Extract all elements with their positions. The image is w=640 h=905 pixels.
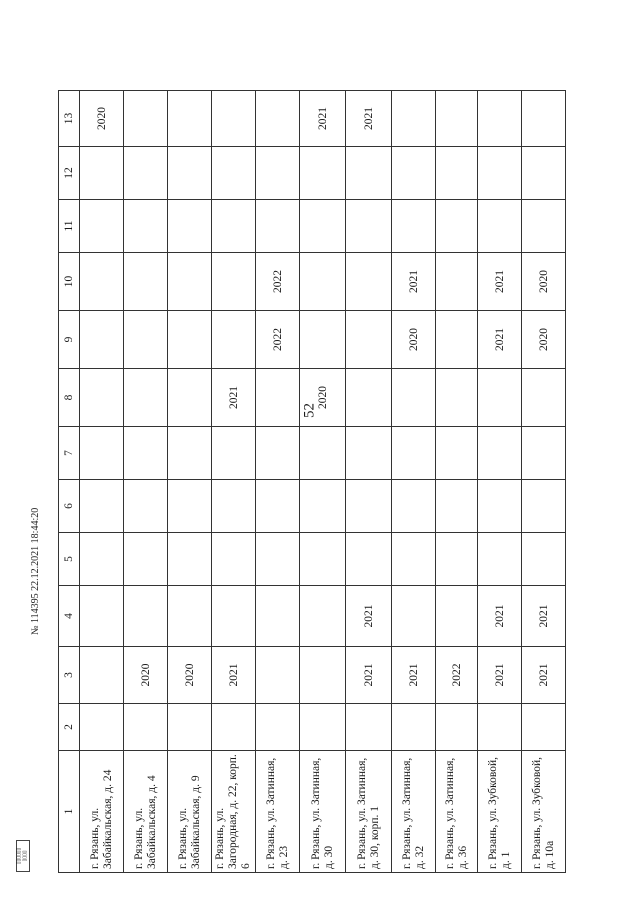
column-header-13: 13 (59, 91, 80, 147)
year-cell (80, 647, 124, 704)
year-cell (478, 704, 522, 751)
year-cell (256, 369, 300, 427)
column-header-10: 10 (59, 253, 80, 311)
year-cell (256, 200, 300, 253)
year-cell (124, 480, 168, 533)
year-cell (80, 533, 124, 586)
year-cell: 2021 (478, 311, 522, 369)
year-cell: 2021 (478, 647, 522, 704)
year-cell (168, 147, 212, 200)
year-cell: 2020 (80, 91, 124, 147)
table-row (522, 91, 566, 873)
year-cell (436, 311, 478, 369)
doc-registration-stamp: № 114395 22.12.2021 18:44:20 (30, 507, 41, 635)
year-cell (478, 427, 522, 480)
year-cell (168, 253, 212, 311)
address-cell: г. Рязань, ул. Зубковой, д. 1 (478, 751, 522, 873)
address-cell: г. Рязань, ул. Затинная, д. 30, корп. 1 (346, 751, 392, 873)
year-cell (392, 586, 436, 647)
year-cell (168, 311, 212, 369)
year-cell (124, 147, 168, 200)
year-cell (212, 147, 256, 200)
header-row (59, 91, 80, 873)
year-cell (478, 480, 522, 533)
year-cell (256, 533, 300, 586)
address-cell: г. Рязань, ул. Загородная, д. 22, корп. 6 (212, 751, 256, 873)
column-header-6: 6 (59, 480, 80, 533)
year-cell (300, 253, 346, 311)
year-cell: 2021 (212, 369, 256, 427)
year-cell (436, 533, 478, 586)
year-cell: 2021 (392, 647, 436, 704)
year-cell: 2020 (522, 311, 566, 369)
year-cell: 2022 (256, 253, 300, 311)
column-header-3: 3 (59, 647, 80, 704)
year-cell (300, 704, 346, 751)
table-row (256, 91, 300, 873)
year-cell (522, 91, 566, 147)
year-cell (124, 200, 168, 253)
year-cell (522, 704, 566, 751)
year-cell (212, 427, 256, 480)
column-header-9: 9 (59, 311, 80, 369)
year-cell (212, 91, 256, 147)
page-number: 52 (301, 403, 318, 418)
year-cell (522, 147, 566, 200)
year-cell (212, 253, 256, 311)
year-cell (168, 369, 212, 427)
year-cell (436, 253, 478, 311)
year-cell (212, 311, 256, 369)
year-cell (478, 533, 522, 586)
year-cell (212, 704, 256, 751)
year-cell (256, 147, 300, 200)
year-cell: 2021 (346, 91, 392, 147)
address-cell: г. Рязань, ул. Зубковой, д. 10а (522, 751, 566, 873)
year-cell: 2020 (522, 253, 566, 311)
year-cell (256, 480, 300, 533)
year-cell (124, 704, 168, 751)
year-cell (300, 311, 346, 369)
year-cell (392, 369, 436, 427)
year-cell (168, 480, 212, 533)
year-cell (436, 704, 478, 751)
year-cell (392, 427, 436, 480)
year-cell (80, 147, 124, 200)
year-cell (212, 480, 256, 533)
year-cell: 2021 (212, 647, 256, 704)
year-cell (80, 200, 124, 253)
column-header-11: 11 (59, 200, 80, 253)
address-cell: г. Рязань, ул. Затинная, д. 30 (300, 751, 346, 873)
year-cell: 2020 (168, 647, 212, 704)
year-cell (300, 533, 346, 586)
year-cell: 2022 (256, 311, 300, 369)
year-cell (522, 533, 566, 586)
year-cell (436, 586, 478, 647)
year-cell (168, 704, 212, 751)
year-cell (300, 147, 346, 200)
year-cell: 2021 (346, 647, 392, 704)
schedule-table (58, 90, 566, 873)
year-cell (124, 369, 168, 427)
table-row (212, 91, 256, 873)
year-cell (346, 147, 392, 200)
year-cell (124, 91, 168, 147)
year-cell (346, 480, 392, 533)
table-row (300, 91, 346, 873)
year-cell (436, 480, 478, 533)
column-header-2: 2 (59, 704, 80, 751)
year-cell (346, 253, 392, 311)
address-cell: г. Рязань, ул. Забайкальская, д. 24 (80, 751, 124, 873)
year-cell (124, 533, 168, 586)
year-cell: 2021 (478, 586, 522, 647)
year-cell (80, 704, 124, 751)
year-cell (346, 533, 392, 586)
year-cell: 2021 (522, 647, 566, 704)
year-cell (478, 200, 522, 253)
year-cell: 2021 (478, 253, 522, 311)
column-header-12: 12 (59, 147, 80, 200)
table-row (168, 91, 212, 873)
year-cell (392, 704, 436, 751)
address-cell: г. Рязань, ул. Затинная, д. 32 (392, 751, 436, 873)
year-cell (256, 586, 300, 647)
year-cell (124, 253, 168, 311)
year-cell: 2021 (522, 586, 566, 647)
column-header-5: 5 (59, 533, 80, 586)
column-header-4: 4 (59, 586, 80, 647)
year-cell (522, 480, 566, 533)
year-cell (478, 91, 522, 147)
year-cell (80, 586, 124, 647)
year-cell (256, 91, 300, 147)
year-cell: 2021 (392, 253, 436, 311)
address-cell: г. Рязань, ул. Забайкальская, д. 4 (124, 751, 168, 873)
table-row (346, 91, 392, 873)
year-cell: 2021 (300, 91, 346, 147)
year-cell (522, 369, 566, 427)
year-cell (392, 533, 436, 586)
year-cell (436, 369, 478, 427)
column-header-8: 8 (59, 369, 80, 427)
year-cell (124, 311, 168, 369)
year-cell (346, 311, 392, 369)
year-cell (346, 369, 392, 427)
table-row (392, 91, 436, 873)
year-cell (168, 427, 212, 480)
table-row (80, 91, 124, 873)
year-cell (212, 586, 256, 647)
year-cell (300, 586, 346, 647)
year-cell (392, 147, 436, 200)
year-cell (392, 200, 436, 253)
column-header-7: 7 (59, 427, 80, 480)
year-cell (346, 200, 392, 253)
year-cell (346, 704, 392, 751)
year-cell (436, 147, 478, 200)
year-cell (436, 427, 478, 480)
year-cell: 2022 (436, 647, 478, 704)
year-cell (124, 586, 168, 647)
address-cell: г. Рязань, ул. Забайкальская, д. 9 (168, 751, 212, 873)
year-cell (478, 369, 522, 427)
year-cell (256, 704, 300, 751)
year-cell: 2021 (346, 586, 392, 647)
year-cell (80, 311, 124, 369)
year-cell (124, 427, 168, 480)
document-stamp-logo: ▯▯▯▯▯▯ ▯▯▯▯ (16, 840, 30, 872)
year-cell (436, 200, 478, 253)
address-cell: г. Рязань, ул. Затинная, д. 36 (436, 751, 478, 873)
year-cell (256, 427, 300, 480)
year-cell: 2020 (124, 647, 168, 704)
year-cell (256, 647, 300, 704)
year-cell (80, 480, 124, 533)
table-row (478, 91, 522, 873)
year-cell (392, 480, 436, 533)
year-cell (300, 427, 346, 480)
table-row (124, 91, 168, 873)
year-cell (80, 369, 124, 427)
year-cell (80, 253, 124, 311)
year-cell (168, 91, 212, 147)
year-cell (346, 427, 392, 480)
year-cell (392, 91, 436, 147)
year-cell: 2020 (392, 311, 436, 369)
year-cell (168, 200, 212, 253)
year-cell (300, 480, 346, 533)
year-cell (300, 647, 346, 704)
year-cell (478, 147, 522, 200)
year-cell (212, 533, 256, 586)
year-cell (168, 533, 212, 586)
year-cell (522, 427, 566, 480)
year-cell (522, 200, 566, 253)
year-cell (300, 200, 346, 253)
address-cell: г. Рязань, ул. Затинная, д. 23 (256, 751, 300, 873)
year-cell (436, 91, 478, 147)
year-cell: 2020 (300, 369, 346, 427)
year-cell (80, 427, 124, 480)
year-cell (212, 200, 256, 253)
table-row (436, 91, 478, 873)
column-header-1: 1 (59, 751, 80, 873)
year-cell (168, 586, 212, 647)
